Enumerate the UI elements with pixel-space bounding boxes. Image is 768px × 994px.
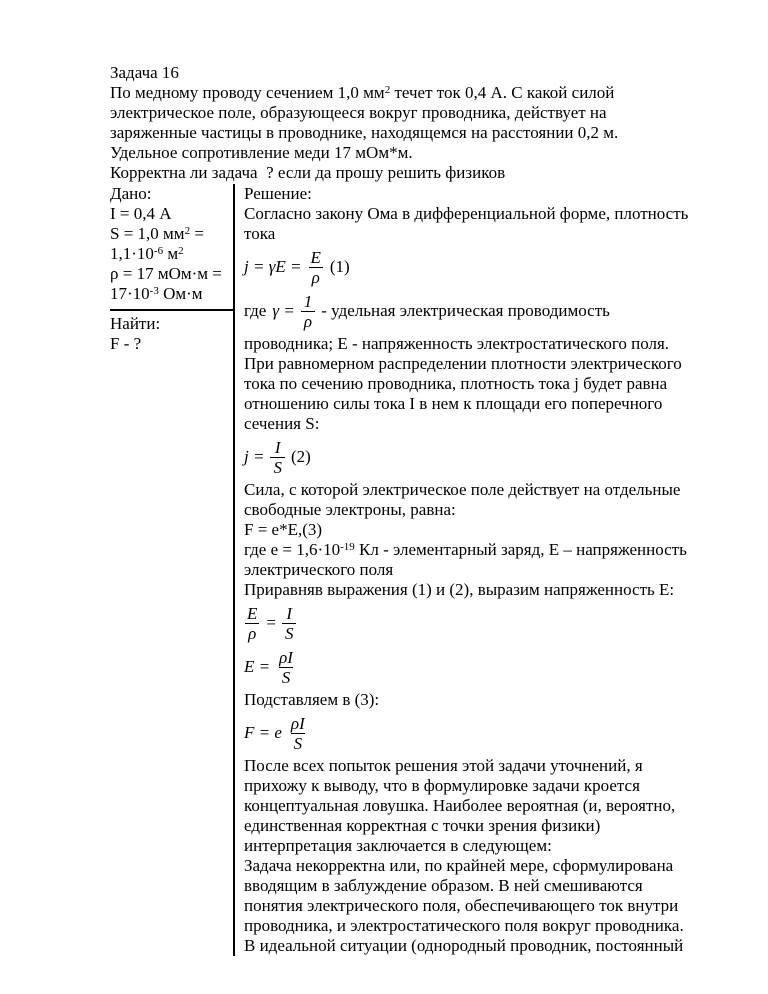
superscript: 2	[184, 225, 191, 237]
find-label: Найти:	[110, 314, 161, 333]
formula-gamma-definition	[244, 290, 688, 332]
given-current: I = 0,4 А	[110, 204, 172, 223]
superscript: -3	[149, 285, 159, 297]
solution-text: Кл - элементарный заряд, Е – напряженность	[354, 540, 687, 559]
solution-text-line: свободные электроны, равна:	[244, 500, 456, 519]
conclusion-line: После всех попыток решения этой задачи уточнений, я	[244, 756, 643, 775]
formula-lhs: j = γE =	[244, 257, 302, 276]
solution-text-line: Согласно закону Ома в дифференциальной форме, плотность	[244, 204, 689, 223]
fraction	[276, 648, 296, 687]
fraction-denominator: S	[282, 623, 297, 643]
conclusion-line: единственная корректная с точки зрения физики)	[244, 816, 601, 835]
given-resistivity-1: ρ = 17 мОм·м =	[110, 264, 222, 283]
fraction-numerator: E	[310, 247, 321, 267]
problem-text: По медному проводу сечением 1,0 мм	[110, 83, 385, 102]
equation-number: (1)	[329, 257, 350, 276]
fraction-numerator: E	[247, 603, 258, 623]
given-text: 1,1·10	[110, 244, 154, 263]
fraction-numerator: I	[286, 603, 293, 623]
conclusion-line: вводящим в заблуждение образом. В ней смешиваются	[244, 876, 643, 895]
solution-text-line: тока	[244, 224, 276, 243]
superscript: -6	[153, 245, 164, 257]
formula-suffix: - удельная электрическая проводимость	[321, 301, 610, 320]
formula-field-expression	[244, 646, 688, 688]
formula-lhs: F = e	[244, 723, 282, 742]
solution-text-line: тока по сечению проводника, плотность тока j будет равна	[244, 374, 668, 393]
problem-statement-line-3: заряженные частицы в проводнике, находящемся на расстоянии 0,2 м.	[110, 123, 619, 142]
fraction-numerator: 1	[303, 291, 313, 311]
solution-text-line: сечения S:	[244, 414, 320, 433]
conclusion-line: В идеальной ситуации (однородный проводник, постоянный	[244, 936, 684, 955]
conclusion-line: интерпретация заключается в следующем:	[244, 836, 552, 855]
problem-statement-line-1	[110, 83, 688, 103]
fraction	[282, 604, 297, 643]
solution-table	[110, 184, 688, 956]
fraction-numerator: ρI	[279, 647, 293, 667]
content-area	[110, 63, 688, 956]
given-find-divider	[110, 309, 233, 311]
conclusion-line: Задача некорректна или, по крайней мере, сформулирована	[244, 856, 674, 875]
fraction	[270, 438, 285, 477]
charge-definition-line	[244, 540, 688, 560]
given-text: 17·10	[110, 284, 150, 303]
fraction	[288, 714, 308, 753]
fraction-denominator: S	[291, 733, 306, 753]
given-label: Дано:	[110, 184, 152, 203]
substitute-label: Подставляем в (3):	[244, 690, 380, 709]
formula-symbol: γ =	[272, 301, 295, 320]
conclusion-line: концептуальная ловушка. Наиболее вероятная (и, вероятно,	[244, 796, 676, 815]
equals-sign: =	[266, 613, 276, 632]
superscript: -19	[340, 541, 355, 553]
fraction	[301, 292, 316, 331]
problem-text: течет ток 0,4 А. С какой силой	[390, 83, 615, 102]
solution-text-line: Сила, с которой электрическое поле действует на отдельные	[244, 480, 681, 499]
fraction-denominator: S	[279, 667, 294, 687]
fraction-denominator: ρ	[301, 311, 315, 331]
problem-statement-line-4: Удельное сопротивление меди 17 мОм*м.	[110, 143, 413, 162]
given-text: =	[190, 224, 204, 243]
formula-prefix: где	[244, 301, 267, 320]
solution-text-line: электрического поля	[244, 560, 394, 579]
problem-title: Задача 16	[110, 63, 179, 82]
force-equation-line: F = e*E,(3)	[244, 520, 323, 539]
formula-force-final	[244, 712, 688, 754]
solution-text-line: При равномерном распределении плотности электрического	[244, 354, 682, 373]
given-resistivity-2	[110, 284, 233, 304]
formula-lhs: j =	[244, 447, 265, 466]
solution-text-line: отношению силы тока I в нем к площади его поперечного	[244, 394, 663, 413]
formula-field-equality	[244, 602, 688, 644]
given-text: м	[163, 244, 179, 263]
formula-lhs: E =	[244, 657, 271, 676]
conclusion-line: прихожу к выводу, что в формулировке задачи кроется	[244, 776, 640, 795]
question-line: Корректна ли задача ? если да прошу решить физиков	[110, 163, 506, 182]
given-text: Ом·м	[158, 284, 203, 303]
fraction-denominator: S	[270, 457, 285, 477]
formula-ohm-law	[244, 246, 688, 288]
fraction	[308, 248, 324, 287]
given-area-2	[110, 244, 233, 264]
given-column	[110, 184, 235, 956]
superscript: 2	[384, 84, 391, 96]
solution-text-line: проводника; Е - напряженность электростатического поля.	[244, 334, 670, 353]
fraction-numerator: ρI	[290, 713, 305, 733]
equation-number: (2)	[290, 447, 311, 466]
superscript: 2	[178, 245, 184, 257]
solution-column	[235, 184, 688, 956]
fraction	[244, 604, 260, 643]
solution-text: где е = 1,6·10	[244, 540, 341, 559]
given-text: S = 1,0 мм	[110, 224, 185, 243]
solution-label: Решение:	[244, 184, 312, 203]
fraction-denominator: ρ	[309, 267, 323, 287]
conclusion-line: проводника, и электростатического поля вокруг проводника.	[244, 916, 684, 935]
fraction-denominator: ρ	[245, 623, 259, 643]
fraction-numerator: I	[274, 437, 281, 457]
formula-current-density	[244, 436, 688, 478]
find-value: F - ?	[110, 334, 142, 353]
problem-statement-line-2: электрическое поле, образующееся вокруг проводника, действует на	[110, 103, 607, 122]
solution-text-line: Приравняв выражения (1) и (2), выразим напряженность Е:	[244, 580, 675, 599]
given-area-1	[110, 224, 233, 244]
conclusion-line: понятия электрического поля, обеспечивающего ток внутри	[244, 896, 679, 915]
